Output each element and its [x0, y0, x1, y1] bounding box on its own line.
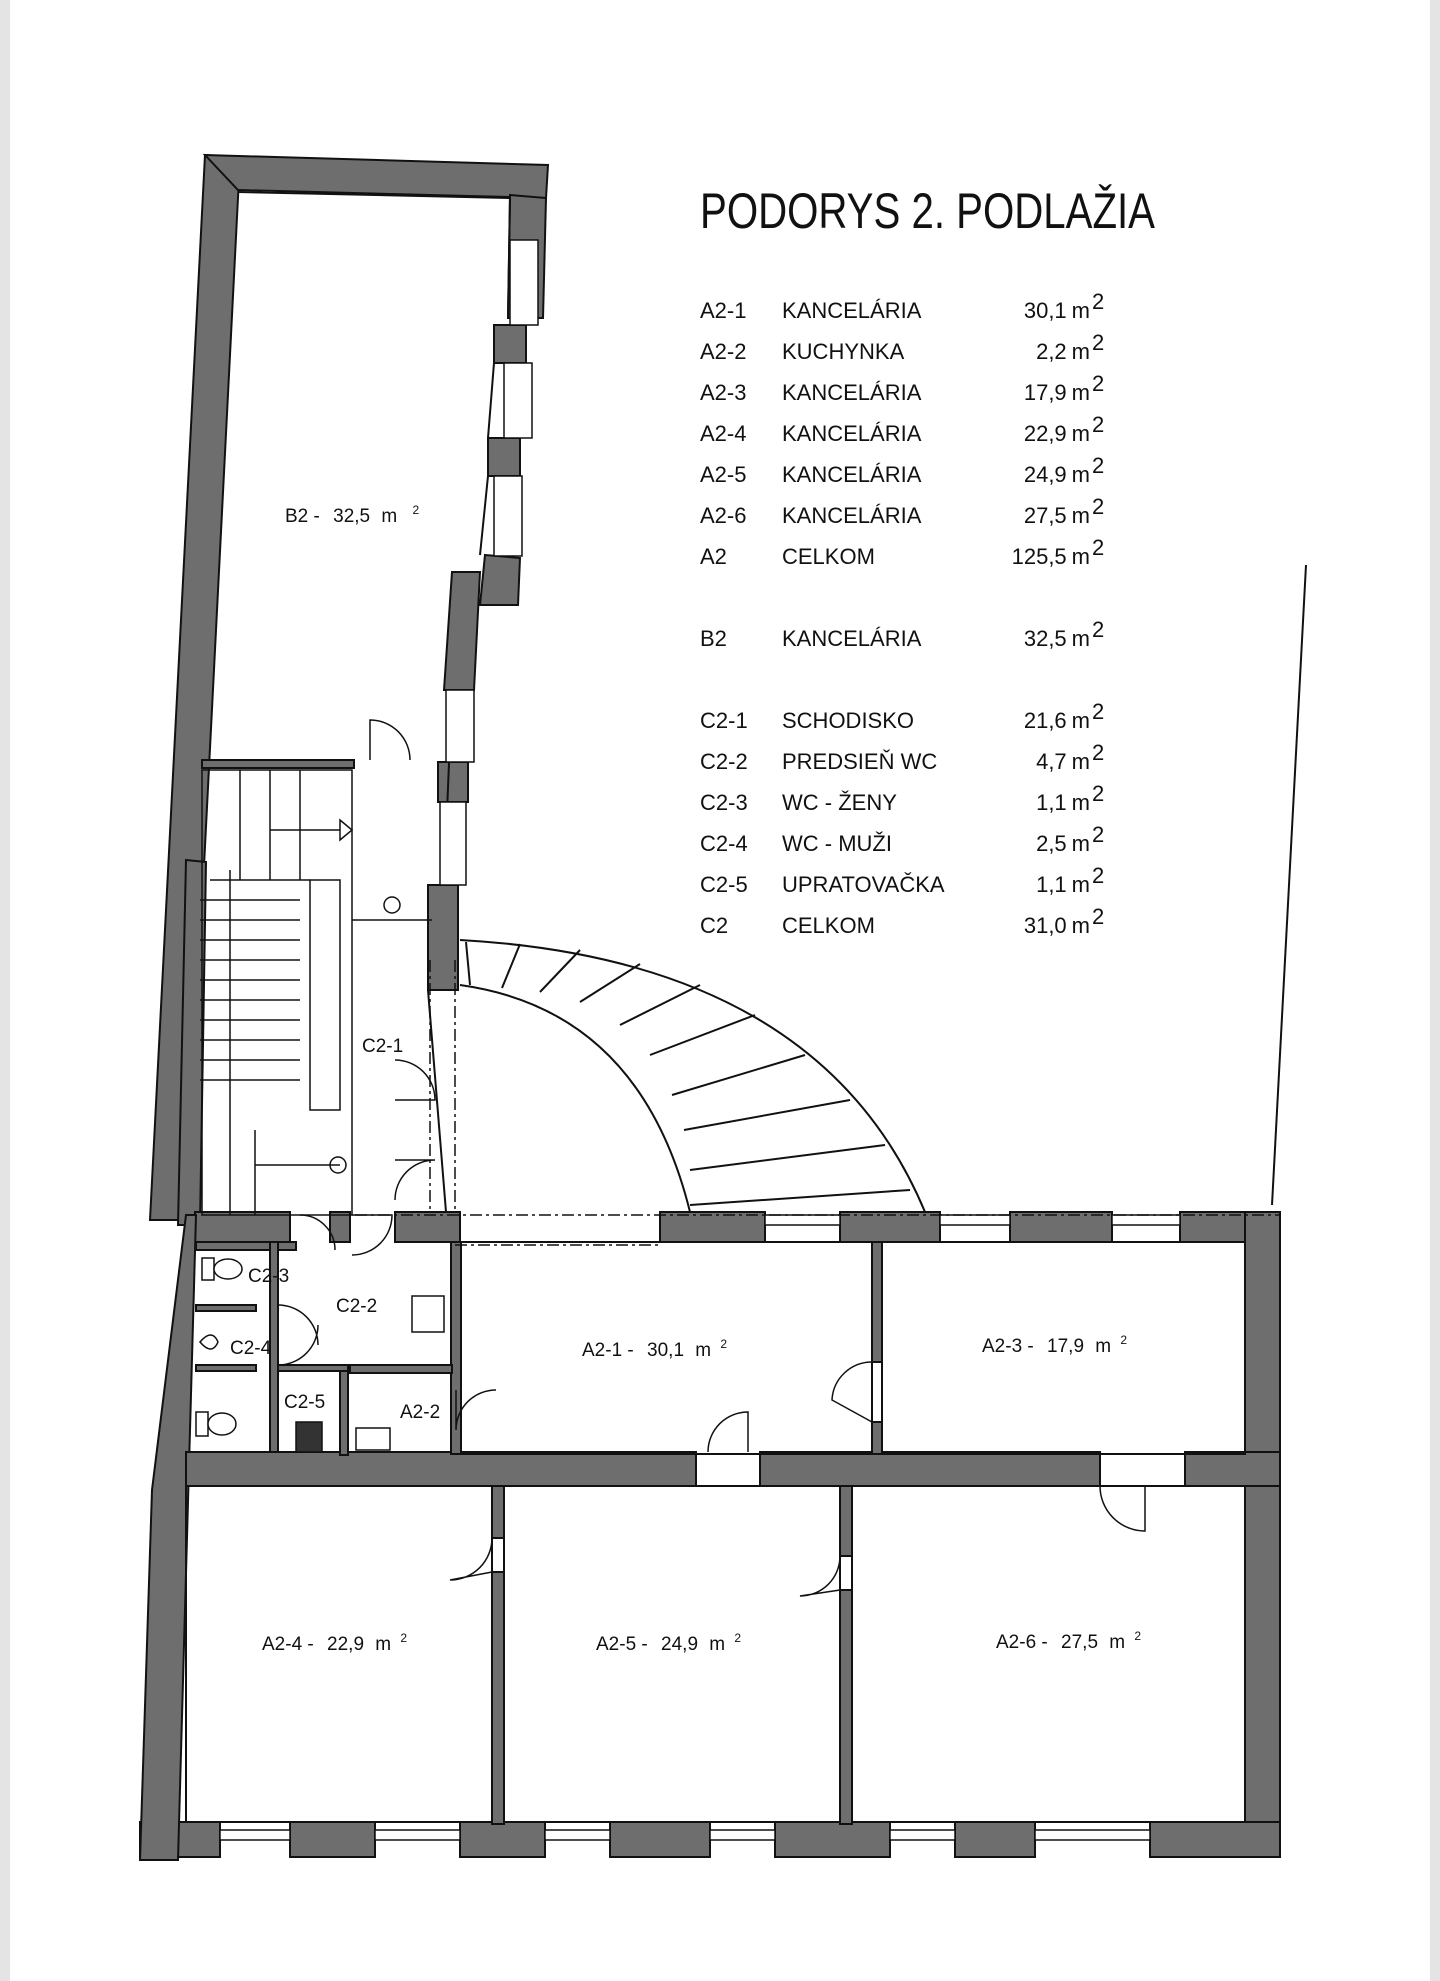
wall-a2-5-right — [840, 1486, 852, 1556]
wall-b2-bottom — [202, 760, 354, 768]
legend-name: KANCELÁRIA — [782, 503, 922, 528]
pier-3 — [438, 762, 468, 802]
wall-a2-4-right — [492, 1486, 504, 1538]
legend-name: UPRATOVAČKA — [782, 872, 945, 897]
legend-name: PREDSIEŇ WC — [782, 749, 938, 774]
legend-name: CELKOM — [782, 913, 875, 938]
wall-c2-top-3 — [395, 1212, 460, 1242]
legend-area: 2,2 m — [1036, 339, 1090, 364]
wall-a2-5-right-low — [840, 1590, 852, 1824]
legend-name: KANCELÁRIA — [782, 298, 922, 323]
wall-bottom-4 — [610, 1822, 710, 1857]
legend-code: C2-1 — [700, 708, 748, 733]
room-label-a2-4: A2-4 - 22,9 m $^2$ — [262, 1631, 408, 1655]
wall-bottom-2 — [290, 1822, 375, 1857]
legend-area: 2,5 m — [1036, 831, 1090, 856]
plan-title: PODORYS 2. PODLAŽIA — [700, 183, 1156, 239]
room-label-b2: B2 - 32,5 m $^2$ — [285, 503, 420, 527]
sink-icon — [356, 1428, 390, 1450]
wall-mid-3 — [1185, 1452, 1280, 1486]
legend-area: 30,1 m — [1023, 298, 1090, 323]
legend-area-exp: 2 — [1092, 289, 1105, 314]
legend-area-exp: 2 — [1092, 740, 1105, 765]
wall-bottom-3 — [460, 1822, 545, 1857]
legend-code: A2-6 — [700, 503, 747, 528]
legend-area: 21,6 m — [1023, 708, 1090, 733]
sink-icon — [412, 1296, 444, 1332]
legend-area-exp: 2 — [1092, 412, 1105, 437]
wall-c2-5-right — [340, 1365, 348, 1455]
toilet-icon — [202, 1258, 214, 1280]
wall-a2-2-top — [350, 1365, 452, 1373]
wall-bottom-5 — [775, 1822, 890, 1857]
wall-wc-mid2 — [196, 1365, 256, 1371]
legend-name: KANCELÁRIA — [782, 462, 922, 487]
legend-code: A2-5 — [700, 462, 747, 487]
legend-area: 27,5 m — [1023, 503, 1090, 528]
wall-left-lower — [140, 1215, 196, 1860]
room-label-a2-1: A2-1 - 30,1 m $^2$ — [582, 1337, 728, 1361]
legend-name: KUCHYNKA — [782, 339, 905, 364]
wall-right — [1245, 1212, 1280, 1857]
legend-area-exp: 2 — [1092, 781, 1105, 806]
legend-code: A2-1 — [700, 298, 747, 323]
legend-code: C2-4 — [700, 831, 748, 856]
legend-area: 17,9 m — [1023, 380, 1090, 405]
left-margin — [0, 0, 10, 1981]
room-label-c2-4: C2-4 — [230, 1338, 272, 1359]
legend-area: 125,5 m — [1011, 544, 1090, 569]
room-label-a2-5: A2-5 - 24,9 m $^2$ — [596, 1631, 742, 1655]
legend-area-exp: 2 — [1092, 863, 1105, 888]
legend-code: A2-2 — [700, 339, 747, 364]
legend-area: 4,7 m — [1036, 749, 1090, 774]
wall-b2-right-mid — [444, 572, 480, 690]
legend-name: WC - MUŽI — [782, 831, 892, 856]
wall-bottom-6 — [955, 1822, 1035, 1857]
wall-c2-5-top — [278, 1365, 348, 1371]
legend-area-exp: 2 — [1092, 617, 1105, 642]
legend-code: A2-3 — [700, 380, 747, 405]
wall-a2-4-right-low — [492, 1572, 504, 1824]
wall-a2-1-right-low — [872, 1422, 882, 1454]
room-label-c2-3: C2-3 — [248, 1266, 290, 1287]
wall-b2-right-step — [480, 555, 520, 605]
area-legend — [700, 289, 1104, 938]
staircase — [200, 770, 432, 1215]
room-label-a2-2: A2-2 — [400, 1402, 441, 1423]
wall-wc-mid — [196, 1305, 256, 1311]
legend-area-exp: 2 — [1092, 371, 1105, 396]
legend-name: WC - ŽENY — [782, 790, 897, 815]
legend-area: 24,9 m — [1023, 462, 1090, 487]
legend-area: 22,9 m — [1023, 421, 1090, 446]
legend-code: C2-2 — [700, 749, 748, 774]
legend-area: 31,0 m — [1023, 913, 1090, 938]
wall-bottom-7 — [1150, 1822, 1280, 1857]
legend-name: CELKOM — [782, 544, 875, 569]
toilet-icon — [214, 1259, 242, 1279]
room-label-c2-1: C2-1 — [362, 1036, 404, 1057]
legend-code: C2-3 — [700, 790, 748, 815]
slop-sink-icon — [296, 1422, 322, 1452]
toilet-icon — [208, 1413, 236, 1435]
walls — [140, 155, 1280, 1860]
legend-code: A2-4 — [700, 421, 747, 446]
room-label-a2-3: A2-3 - 17,9 m $^2$ — [982, 1333, 1128, 1357]
legend-area: 32,5 m — [1023, 626, 1090, 651]
pier-4 — [428, 885, 458, 990]
wall-a2-top-2 — [840, 1212, 940, 1242]
legend-area: 1,1 m — [1036, 790, 1090, 815]
pier-1 — [494, 325, 526, 363]
legend-name: SCHODISKO — [782, 708, 915, 733]
legend-code: A2 — [700, 544, 727, 569]
legend-area-exp: 2 — [1092, 904, 1105, 929]
wall-mid-2 — [760, 1452, 1100, 1486]
legend-name: KANCELÁRIA — [782, 421, 922, 446]
legend-area-exp: 2 — [1092, 699, 1105, 724]
wall-a2-top-1 — [660, 1212, 765, 1242]
wall-mid-1 — [186, 1452, 696, 1486]
legend-area-exp: 2 — [1092, 535, 1105, 560]
legend-area-exp: 2 — [1092, 330, 1105, 355]
legend-area-exp: 2 — [1092, 453, 1105, 478]
wall-c2-top-1 — [195, 1212, 290, 1242]
legend-code: C2 — [700, 913, 729, 938]
legend-code: B2 — [700, 626, 727, 651]
pier-2 — [488, 438, 520, 476]
legend-code: C2-5 — [700, 872, 748, 897]
room-label-c2-2: C2-2 — [336, 1296, 378, 1317]
room-label-c2-5: C2-5 — [284, 1392, 326, 1413]
legend-area-exp: 2 — [1092, 494, 1105, 519]
legend-name: KANCELÁRIA — [782, 380, 922, 405]
urinal-icon — [200, 1335, 218, 1349]
legend-name: KANCELÁRIA — [782, 626, 922, 651]
right-margin — [1430, 0, 1440, 1981]
dashed-lines — [355, 960, 1280, 1245]
legend-area-exp: 2 — [1092, 822, 1105, 847]
toilet-icon — [196, 1412, 208, 1436]
room-label-a2-6: A2-6 - 27,5 m $^2$ — [996, 1629, 1142, 1653]
wall-wc-top — [196, 1242, 296, 1250]
wall-a2-1-right — [872, 1242, 882, 1362]
legend-area: 1,1 m — [1036, 872, 1090, 897]
wall-a2-top-3 — [1010, 1212, 1112, 1242]
